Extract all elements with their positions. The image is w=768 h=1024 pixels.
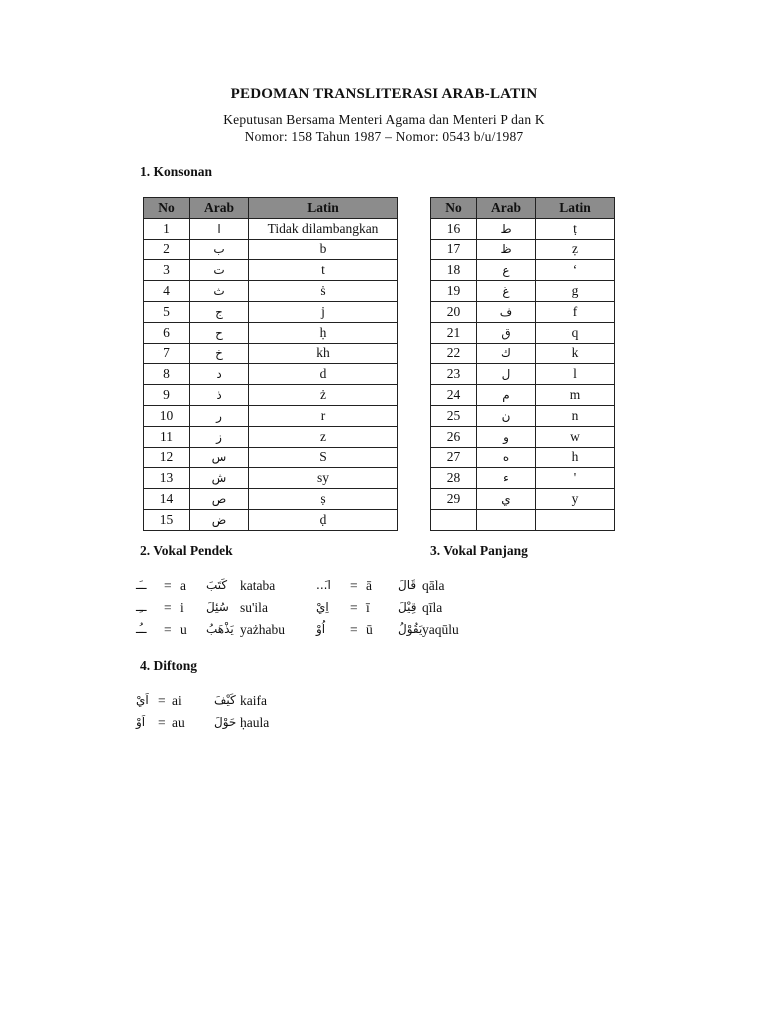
cell-no [431, 509, 477, 530]
column-header-arab: Arab [477, 198, 536, 219]
cell-no: 22 [431, 343, 477, 364]
long-vowel-row [316, 622, 606, 640]
short-vowel-mark: ــِـ [136, 600, 147, 614]
long-vowel-value: ā [366, 578, 372, 593]
cell-latin: b [249, 239, 398, 260]
cell-arab: ل [477, 364, 536, 385]
cell-latin: ż [249, 385, 398, 406]
table-row [431, 489, 615, 510]
cell-arab: ا [190, 218, 249, 239]
section-heading-konsonan: 1. Konsonan [140, 164, 213, 179]
cell-no: 11 [144, 426, 190, 447]
cell-arab: ع [477, 260, 536, 281]
column-header-no: No [144, 198, 190, 219]
short-vowel-mark: ــَـ [136, 578, 147, 592]
cell-latin: Tidak dilambangkan [249, 218, 398, 239]
cell-arab: ق [477, 322, 536, 343]
example-latin: qāla [422, 578, 445, 593]
table-row [431, 343, 615, 364]
example-arabic: يَقُوْلُ [398, 622, 423, 636]
table-row [144, 281, 398, 302]
column-header-no: No [431, 198, 477, 219]
cell-latin: q [536, 322, 615, 343]
table-row [431, 509, 615, 530]
cell-arab: س [190, 447, 249, 468]
table-row [431, 322, 615, 343]
cell-no: 10 [144, 405, 190, 426]
cell-arab: و [477, 426, 536, 447]
cell-no: 15 [144, 509, 190, 530]
table-row [431, 364, 615, 385]
table-row [431, 281, 615, 302]
table-row [144, 385, 398, 406]
table-row [144, 426, 398, 447]
cell-no: 14 [144, 489, 190, 510]
cell-arab: ك [477, 343, 536, 364]
column-header-arab: Arab [190, 198, 249, 219]
cell-no: 18 [431, 260, 477, 281]
short-vowel-value: i [180, 600, 184, 615]
example-arabic: قِيْلَ [398, 600, 417, 614]
cell-arab: ف [477, 301, 536, 322]
table-row [144, 447, 398, 468]
page-subtitle-decree: Keputusan Bersama Menteri Agama dan Menteri P dan K [223, 112, 545, 127]
example-latin: yażhabu [240, 622, 285, 637]
cell-latin [536, 509, 615, 530]
long-vowel-mark: اِيْ [316, 600, 329, 614]
cell-arab: ض [190, 509, 249, 530]
cell-latin: z [249, 426, 398, 447]
table-row [431, 385, 615, 406]
cell-no: 25 [431, 405, 477, 426]
cell-arab: خ [190, 343, 249, 364]
table-header-row [431, 198, 615, 219]
cell-latin: l [536, 364, 615, 385]
example-latin: kataba [240, 578, 276, 593]
page-title: PEDOMAN TRANSLITERASI ARAB-LATIN [230, 86, 538, 102]
cell-no: 28 [431, 468, 477, 489]
cell-latin: sy [249, 468, 398, 489]
cell-no: 24 [431, 385, 477, 406]
cell-latin: ṣ [249, 489, 398, 510]
cell-arab: ش [190, 468, 249, 489]
table-row [431, 447, 615, 468]
cell-arab: ب [190, 239, 249, 260]
cell-arab [477, 509, 536, 530]
cell-no: 3 [144, 260, 190, 281]
cell-no: 21 [431, 322, 477, 343]
cell-latin: n [536, 405, 615, 426]
diphthong-row [136, 693, 426, 711]
cell-latin: d [249, 364, 398, 385]
cell-no: 29 [431, 489, 477, 510]
cell-no: 1 [144, 218, 190, 239]
cell-no: 5 [144, 301, 190, 322]
section-heading-vokal-pendek: 2. Vokal Pendek [140, 543, 233, 558]
cell-no: 26 [431, 426, 477, 447]
diphthong-value: ai [172, 693, 182, 708]
cell-arab: ر [190, 405, 249, 426]
short-vowel-value: a [180, 578, 186, 593]
cell-arab: د [190, 364, 249, 385]
equals-sign: = [164, 600, 172, 615]
cell-latin: ' [536, 468, 615, 489]
long-vowel-value: ū [366, 622, 373, 637]
cell-latin: j [249, 301, 398, 322]
example-latin: yaqūlu [422, 622, 459, 637]
cell-latin: ḍ [249, 509, 398, 530]
cell-arab: ه [477, 447, 536, 468]
long-vowel-mark: ...َا [316, 578, 331, 592]
short-vowel-mark: ــُـ [136, 622, 147, 636]
cell-arab: ث [190, 281, 249, 302]
example-arabic: حَوْلَ [214, 715, 237, 729]
cell-latin: ṭ [536, 218, 615, 239]
equals-sign: = [158, 693, 166, 708]
example-arabic: كَتَبَ [206, 578, 228, 592]
cell-arab: ظ [477, 239, 536, 260]
cell-no: 8 [144, 364, 190, 385]
table-row [144, 343, 398, 364]
table-row [431, 405, 615, 426]
cell-latin: f [536, 301, 615, 322]
cell-latin: ḥ [249, 322, 398, 343]
cell-latin: y [536, 489, 615, 510]
table-row [144, 468, 398, 489]
cell-latin: m [536, 385, 615, 406]
page-subtitle-number: Nomor: 158 Tahun 1987 – Nomor: 0543 b/u/1987 [244, 129, 524, 144]
cell-no: 2 [144, 239, 190, 260]
equals-sign: = [158, 715, 166, 730]
table-row [431, 218, 615, 239]
cell-latin: t [249, 260, 398, 281]
cell-no: 17 [431, 239, 477, 260]
cell-arab: ي [477, 489, 536, 510]
cell-arab: ط [477, 218, 536, 239]
cell-arab: غ [477, 281, 536, 302]
cell-arab: ح [190, 322, 249, 343]
cell-latin: ẓ [536, 239, 615, 260]
section-heading-vokal-panjang: 3. Vokal Panjang [430, 543, 528, 558]
table-header-row [144, 198, 398, 219]
cell-arab: ت [190, 260, 249, 281]
cell-no: 13 [144, 468, 190, 489]
cell-latin: kh [249, 343, 398, 364]
equals-sign: = [350, 600, 358, 615]
cell-arab: ء [477, 468, 536, 489]
cell-latin: w [536, 426, 615, 447]
table-row [144, 218, 398, 239]
cell-latin: S [249, 447, 398, 468]
cell-arab: ن [477, 405, 536, 426]
cell-no: 19 [431, 281, 477, 302]
cell-arab: ذ [190, 385, 249, 406]
long-vowel-value: ī [366, 600, 370, 615]
long-vowel-row [316, 578, 606, 596]
column-header-latin: Latin [249, 198, 398, 219]
short-vowel-value: u [180, 622, 187, 637]
cell-no: 9 [144, 385, 190, 406]
table-row [144, 489, 398, 510]
cell-latin: k [536, 343, 615, 364]
cell-arab: ج [190, 301, 249, 322]
table-row [431, 301, 615, 322]
table-row [431, 468, 615, 489]
cell-latin: h [536, 447, 615, 468]
table-row [144, 509, 398, 530]
diphthong-row [136, 715, 426, 733]
table-row [144, 405, 398, 426]
example-latin: qīla [422, 600, 443, 615]
example-arabic: يَذْهَبُ [206, 622, 234, 636]
cell-no: 7 [144, 343, 190, 364]
table-row [431, 239, 615, 260]
long-vowel-row [316, 600, 606, 618]
example-arabic: كَيْفَ [214, 693, 236, 707]
table-row [144, 239, 398, 260]
cell-arab: ص [190, 489, 249, 510]
equals-sign: = [164, 578, 172, 593]
cell-no: 12 [144, 447, 190, 468]
example-latin: ḥaula [240, 715, 270, 730]
long-vowel-mark: اُوْ [316, 622, 326, 636]
section-heading-diftong: 4. Diftong [140, 658, 197, 673]
cell-no: 4 [144, 281, 190, 302]
diphthong-value: au [172, 715, 185, 730]
cell-latin: g [536, 281, 615, 302]
cell-no: 23 [431, 364, 477, 385]
table-row [144, 364, 398, 385]
table-row [144, 260, 398, 281]
table-row [144, 322, 398, 343]
column-header-latin: Latin [536, 198, 615, 219]
example-arabic: قَالَ [398, 578, 417, 592]
cell-no: 20 [431, 301, 477, 322]
example-arabic: سُئِلَ [206, 600, 229, 614]
equals-sign: = [350, 622, 358, 637]
cell-no: 16 [431, 218, 477, 239]
diphthong-mark: اَوْ [136, 715, 146, 729]
cell-latin: ṡ [249, 281, 398, 302]
table-row [431, 426, 615, 447]
table-row [431, 260, 615, 281]
equals-sign: = [350, 578, 358, 593]
example-latin: kaifa [240, 693, 267, 708]
cell-latin: ‘ [536, 260, 615, 281]
konsonan-table-right [430, 197, 615, 531]
cell-no: 6 [144, 322, 190, 343]
cell-no: 27 [431, 447, 477, 468]
cell-arab: ز [190, 426, 249, 447]
cell-arab: م [477, 385, 536, 406]
diphthong-mark: اَيْ [136, 693, 149, 707]
table-row [144, 301, 398, 322]
konsonan-table-left [143, 197, 398, 531]
cell-latin: r [249, 405, 398, 426]
equals-sign: = [164, 622, 172, 637]
example-latin: su'ila [240, 600, 268, 615]
